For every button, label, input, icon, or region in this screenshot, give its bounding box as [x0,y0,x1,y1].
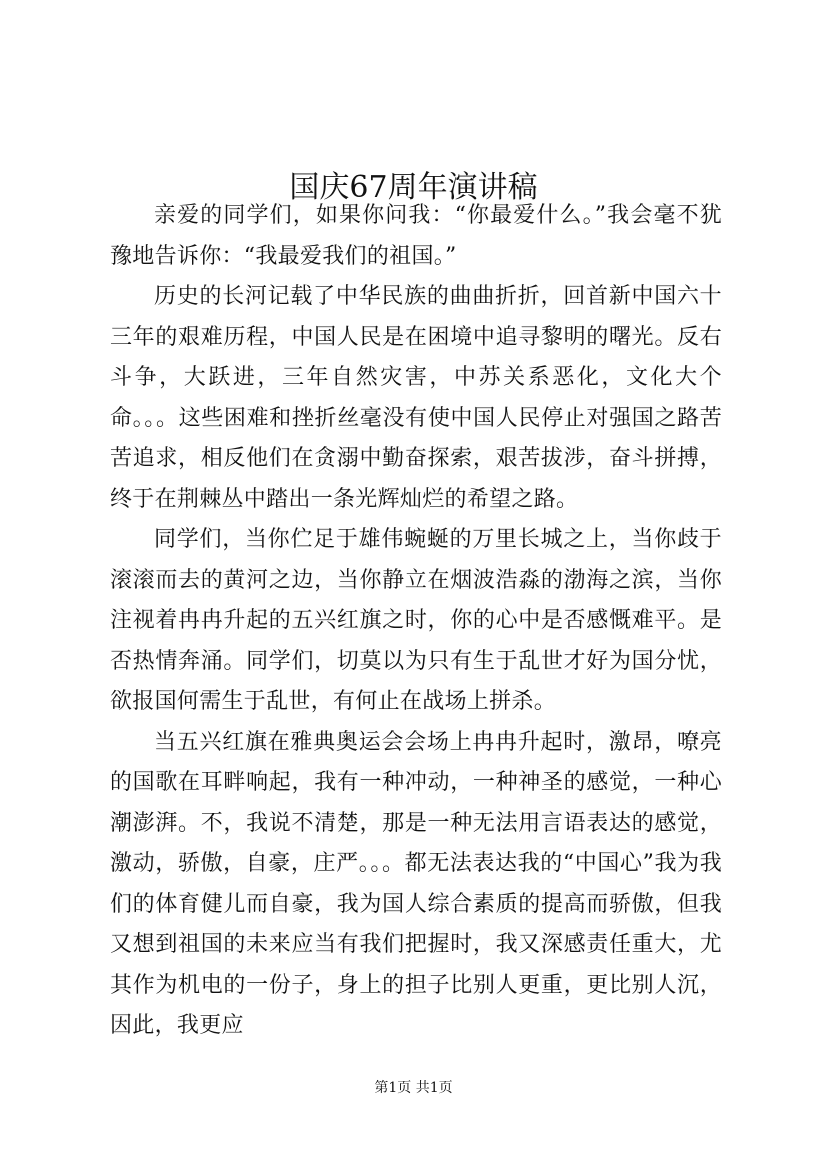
paragraph-2: 历史的长河记载了中华民族的曲曲折折，回首新中国六十三年的艰难历程，中国人民是在困境中追寻黎明的曙光。反右斗争，大跃进，三年自然灾害，中苏关系恶化，文化大个命。。。这些困难和挫折丝毫没有使中国人民停止对强国之路苦苦追求，相反他们在贪溺中勤奋探索，艰苦拔涉，奋斗拼搏，终于在荆棘丛中踏出一条光辉灿烂的希望之路。 [110,284,722,512]
paragraph-3: 同学们，当你伫足于雄伟蜿蜒的万里长城之上，当你歧于滚滚而去的黄河之边，当你静立在烟波浩淼的渤海之滨，当你注视着冉冉升起的五兴红旗之时，你的心中是否感慨难平。是否热情奔涌。同学们，切莫以为只有生于乱世才好为国分忧，欲报国何需生于乱世，有何止在战场上拼杀。 [110,527,722,714]
page-title: 国庆67周年演讲稿 [289,170,538,206]
paragraph-4: 当五兴红旗在雅典奥运会会场上冉冉升起时，激昂，嘹亮的国歌在耳畔响起，我有一种冲动，一种神圣的感觉，一种心潮澎湃。不，我说不清楚，那是一种无法用言语表达的感觉，激动，骄傲，自豪，庄严。。。都无法表达我的“中国心”我为我们的体育健儿而自豪，我为国人综合素质的提高而骄傲，但我又想到祖国的未来应当有我们把握时，我又深感责任重大，尤其作为机电的一份子，身上的担子比别人更重，更比别人沉，因此，我更应 [110,729,722,1038]
paragraph-1: 亲爱的同学们，如果你问我：“你最爱什么。”我会毫不犹豫地告诉你：“我最爱我们的祖国。” [110,203,722,269]
speech-body [110,196,722,1047]
page-number-footer: 第1页 共1页 [374,1080,453,1096]
